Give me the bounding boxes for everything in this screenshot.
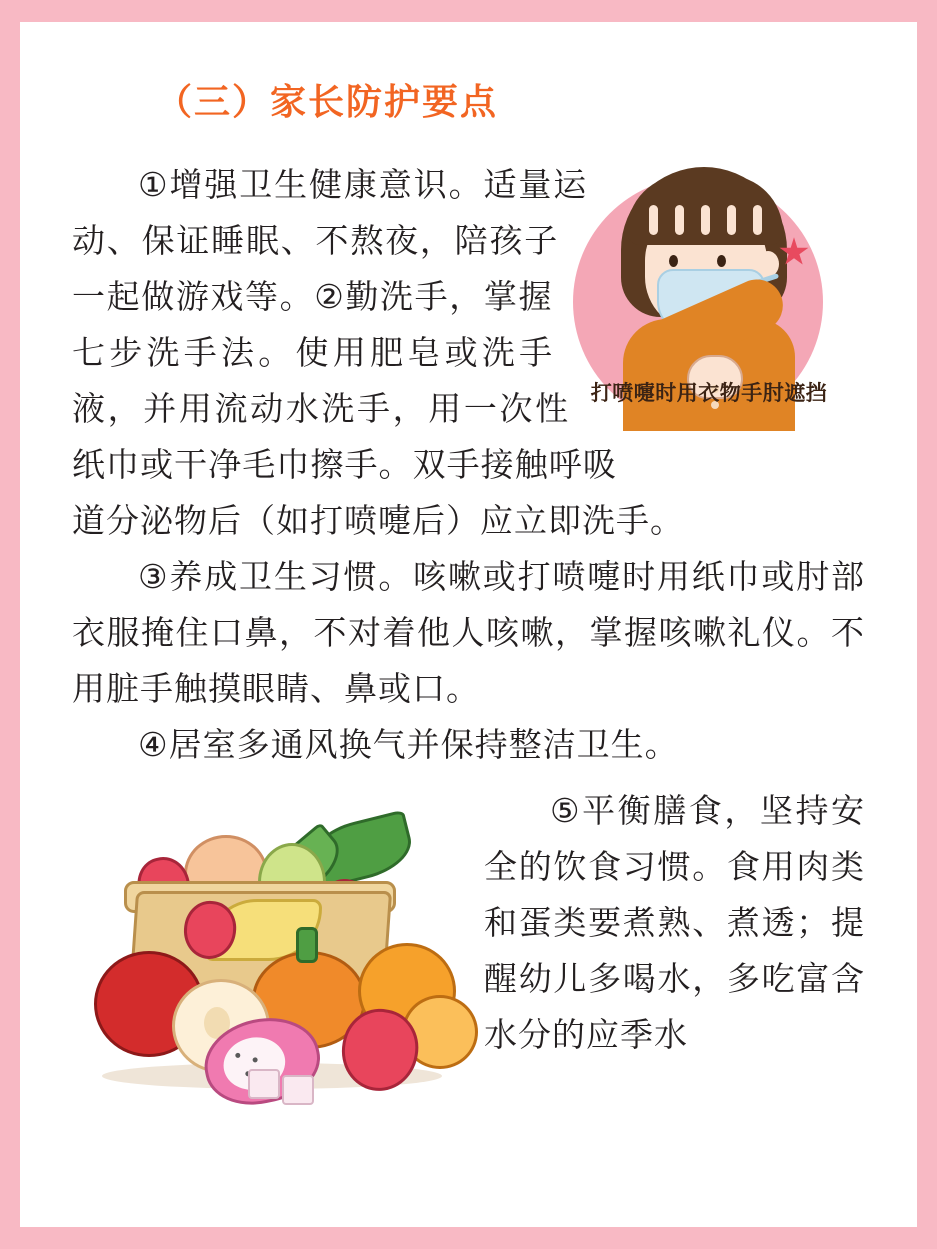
paragraph-4: ⑤平衡膳食，坚持安全的饮食习惯。食用肉类和蛋类要煮熟、煮透；提醒幼儿多喝水，多吃富含水分的应季水	[484, 792, 865, 1054]
fringe-gap-3	[701, 205, 710, 235]
fruit-figure	[72, 783, 502, 1093]
fruit-basket-illustration	[38, 791, 468, 1101]
sneeze-etiquette-illustration	[565, 159, 865, 459]
seed-dot-1	[235, 1053, 241, 1059]
illustration-caption: 打喷嚏时用衣物手肘遮挡	[590, 381, 828, 406]
section-hygiene	[72, 157, 865, 773]
fringe-gap-2	[675, 205, 684, 235]
sugar-cube-1	[248, 1069, 280, 1099]
page-title: （三）家长防护要点	[156, 81, 499, 122]
hair-fringe-shape	[627, 175, 783, 245]
paragraph-2: ③养成卫生习惯。咳嗽或打喷嚏时用纸巾或肘部衣服掩住口鼻，不对着他人咳嗽，掌握咳嗽礼仪。不用脏手触摸眼睛、鼻或口。	[72, 558, 865, 708]
fringe-gap-5	[753, 205, 762, 235]
sugar-cube-2	[282, 1075, 314, 1105]
paragraph-3: ④居室多通风换气并保持整洁卫生。	[138, 726, 679, 764]
seed-dot-2	[252, 1057, 258, 1063]
pumpkin-stem	[296, 927, 318, 963]
fringe-gap-1	[649, 205, 658, 235]
section-diet	[72, 783, 865, 1103]
poster-sheet	[20, 22, 917, 1227]
sleeve-shape	[635, 327, 681, 373]
paragraph-1: ①增强卫生健康意识。适量运动、保证睡眠、不熬夜，陪孩子一起做游戏等。②勤洗手，掌握七步洗手法。使用肥皂或洗手液，并用流动水洗手，用一次性纸巾或干净毛巾擦手。双手接触呼吸道分泌物后（如打喷嚏后）应立即洗手。	[72, 166, 684, 540]
girl-figure	[565, 159, 843, 427]
fringe-gap-4	[727, 205, 736, 235]
